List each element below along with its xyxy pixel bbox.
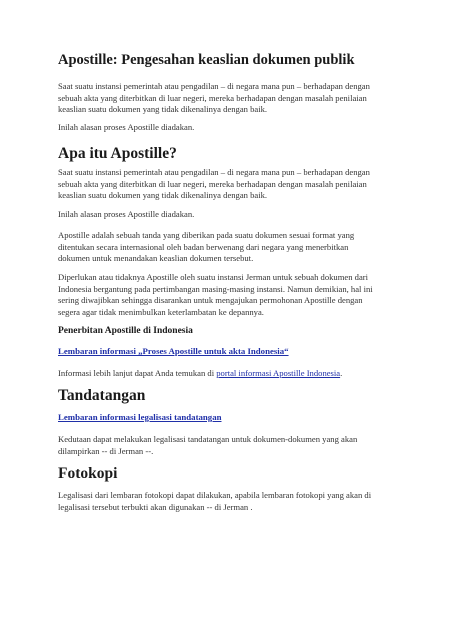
text-line: Apostille adalah sebuah tanda yang diberikan pada suatu dokumen sesuai format yang: [58, 230, 355, 240]
text-line: dokumen untuk menandakan keaslian dokumen tersebut.: [58, 253, 254, 263]
text-line: Diperlukan atau tidaknya Apostille oleh suatu instansi Jerman untuk sebuah dokumen dari: [58, 272, 369, 282]
apa-paragraph-3: [58, 230, 418, 265]
apostille-process-link[interactable]: Lembaran informasi „Proses Apostille untuk akta Indonesia“: [58, 346, 289, 356]
apa-paragraph-4: [58, 272, 418, 318]
heading-tandatangan: Tandatangan: [58, 387, 146, 404]
text-line: Saat suatu instansi pemerintah atau pengadilan – di negara mana pun – berhadapan dengan: [58, 167, 370, 177]
apostille-portal-link[interactable]: portal informasi Apostille Indonesia: [216, 368, 341, 378]
apa-paragraph-1: [58, 167, 418, 202]
info-prefix: Informasi lebih lanjut dapat Anda temukan di: [58, 368, 217, 378]
text-line: keaslian suatu dokumen yang tidak dikenalinya dengan baik.: [58, 190, 268, 200]
text-line: Saat suatu instansi pemerintah atau pengadilan – di negara mana pun – berhadapan dengan: [58, 81, 370, 91]
text-line: dilampirkan -- di Jerman --.: [58, 445, 154, 456]
tandatangan-paragraph: [58, 434, 418, 457]
intro-paragraph-2: Inilah alasan proses Apostille diadakan.: [58, 122, 195, 132]
text-line: keaslian suatu dokumen yang tidak dikenalinya dengan baik.: [58, 104, 268, 114]
heading-fotokopi: Fotokopi: [58, 465, 118, 482]
text-line: sebuah akta yang diterbitkan di luar negeri, mereka berhadapan dengan masalah penilaian: [58, 92, 367, 103]
fotokopi-paragraph: [58, 490, 418, 513]
text-line: sebuah akta yang diterbitkan di luar negeri, mereka berhadapan dengan masalah penilaian: [58, 178, 367, 189]
page-title: Apostille: Pengesahan keaslian dokumen publik: [58, 52, 355, 68]
apa-paragraph-2: Inilah alasan proses Apostille diadakan.: [58, 209, 195, 219]
heading-apa-itu-apostille: Apa itu Apostille?: [58, 145, 177, 162]
text-line: Indonesia bergantung pada pertimbangan masing-masing instansi. Namun demikian, hal ini: [58, 283, 373, 294]
text-line: segera agar tidak menimbulkan keterlambatan ke depannya.: [58, 306, 264, 317]
text-line: Legalisasi dari lembaran fotokopi dapat dilakukan, apabila lembaran fotokopi yang akan di: [58, 490, 372, 500]
intro-paragraph-1: [58, 81, 418, 116]
text-line: sering diwajibkan sehingga disarankan untuk mengajukan permohonan Apostille dengan: [58, 295, 363, 305]
text-line: ditentukan secara internasional oleh badan berwenang dari negara yang menerbitkan: [58, 241, 349, 252]
info-suffix: .: [340, 368, 343, 378]
apostille-info-link-row: [58, 346, 418, 358]
text-line: legalisasi tersebut terbukti akan digunakan -- di Jerman .: [58, 501, 253, 512]
subheading-penerbitan: Penerbitan Apostille di Indonesia: [58, 326, 193, 336]
signature-legalization-link[interactable]: Lembaran informasi legalisasi tandatangan: [58, 412, 222, 422]
signature-link-row: [58, 412, 418, 424]
text-line: Kedutaan dapat melakukan legalisasi tandatangan untuk dokumen-dokumen yang akan: [58, 434, 358, 444]
info-paragraph: [58, 368, 418, 380]
